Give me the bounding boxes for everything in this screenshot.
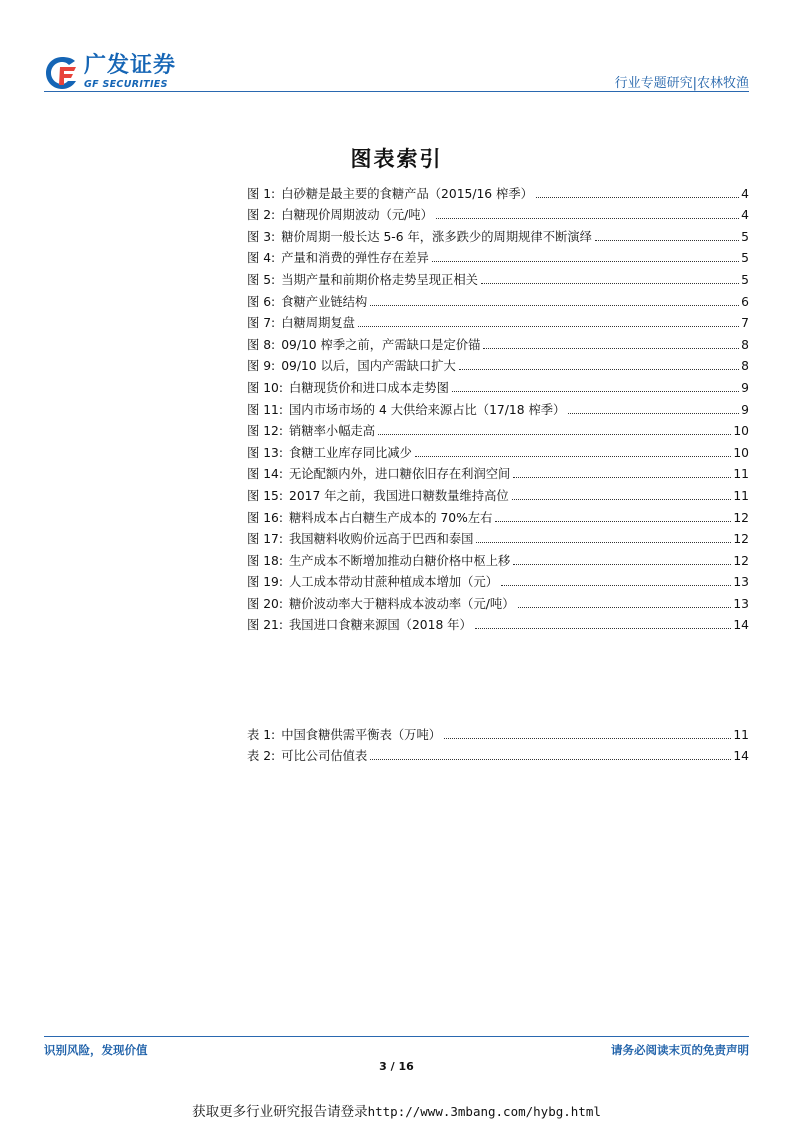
toc-title: 我国进口食糖来源国（2018 年） (289, 618, 472, 633)
toc-page-number: 11 (733, 488, 749, 503)
toc-label: 图 13: (247, 445, 283, 460)
toc-label: 图 7: (247, 316, 276, 331)
toc-title: 白糖现货价和进口成本走势图 (289, 380, 449, 395)
toc-title: 产量和消费的弹性存在差异 (281, 251, 429, 266)
figure-index-row[interactable] (247, 353, 749, 375)
toc-title: 中国食糖供需平衡表（万吨） (281, 727, 442, 742)
toc-title: 09/10 以后，国内产需缺口扩大 (281, 359, 456, 374)
toc-page-number: 5 (741, 229, 749, 244)
figure-index-row[interactable] (247, 374, 749, 396)
toc-page-number: 8 (741, 337, 749, 352)
toc-title: 可比公司估值表 (281, 749, 368, 764)
table-index-row[interactable] (247, 743, 749, 765)
company-logo (44, 53, 184, 93)
header-divider (44, 91, 749, 92)
figure-index-row[interactable] (247, 266, 749, 288)
figure-index-row[interactable] (247, 569, 749, 591)
toc-leader-dots (415, 456, 731, 457)
toc-leader-dots (513, 564, 731, 565)
toc-leader-dots (513, 477, 731, 478)
figure-index-row[interactable] (247, 482, 749, 504)
figure-index-row[interactable] (247, 439, 749, 461)
toc-leader-dots (518, 607, 732, 608)
toc-page-number: 7 (741, 316, 749, 331)
toc-title: 糖价周期一般长达 5-6 年，涨多跌少的周期规律不断演绎 (281, 229, 592, 244)
toc-page-number: 5 (741, 272, 749, 287)
toc-title: 09/10 榨季之前，产需缺口是定价锚 (281, 337, 481, 352)
figure-index-row[interactable] (247, 331, 749, 353)
toc-label: 图 15: (247, 488, 283, 503)
toc-page-number: 13 (733, 575, 749, 590)
toc-leader-dots (536, 197, 739, 198)
toc-label: 图 6: (247, 294, 276, 309)
toc-title: 当期产量和前期价格走势呈现正相关 (281, 272, 478, 287)
toc-page-number: 11 (733, 727, 749, 742)
figure-index (247, 180, 749, 633)
toc-title: 食糖工业库存同比减少 (289, 445, 412, 460)
toc-label: 图 10: (247, 380, 283, 395)
figure-index-row[interactable] (247, 418, 749, 440)
toc-label: 图 12: (247, 424, 283, 439)
toc-label: 图 2: (247, 208, 276, 223)
figure-index-row[interactable] (247, 223, 749, 245)
toc-label: 图 19: (247, 575, 283, 590)
toc-label: 图 20: (247, 596, 283, 611)
figure-index-row[interactable] (247, 245, 749, 267)
toc-label: 表 1: (247, 727, 276, 742)
toc-label: 图 1: (247, 186, 276, 201)
toc-leader-dots (370, 759, 731, 760)
toc-label: 图 9: (247, 359, 276, 374)
toc-page-number: 11 (733, 467, 749, 482)
toc-leader-dots (476, 542, 731, 543)
toc-title: 生产成本不断增加推动白糖价格中枢上移 (289, 553, 511, 568)
toc-title: 无论配额内外，进口糖依旧存在利润空间 (289, 467, 511, 482)
figure-index-row[interactable] (247, 310, 749, 332)
toc-leader-dots (358, 326, 739, 327)
toc-page-number: 6 (741, 294, 749, 309)
toc-leader-dots (436, 218, 739, 219)
toc-leader-dots (568, 413, 739, 414)
figure-index-row[interactable] (247, 396, 749, 418)
toc-label: 图 11: (247, 402, 283, 417)
toc-label: 图 21: (247, 618, 283, 633)
toc-label: 图 17: (247, 532, 283, 547)
figure-index-row[interactable] (247, 504, 749, 526)
toc-page-number: 8 (741, 359, 749, 374)
toc-page-number: 14 (733, 749, 749, 764)
toc-title: 食糖产业链结构 (281, 294, 368, 309)
toc-page-number: 13 (733, 596, 749, 611)
toc-page-number: 10 (733, 445, 749, 460)
toc-leader-dots (378, 434, 731, 435)
toc-title: 糖价波动率大于糖料成本波动率（元/吨） (289, 596, 515, 611)
figure-index-row[interactable] (247, 461, 749, 483)
toc-page-number: 9 (741, 402, 749, 417)
toc-label: 图 14: (247, 467, 283, 482)
footer-disclaimer: 请务必阅读末页的免责声明 (611, 1043, 749, 1057)
toc-leader-dots (512, 499, 732, 500)
toc-leader-dots (444, 738, 731, 739)
toc-page-number: 5 (741, 251, 749, 266)
toc-page-number: 12 (733, 553, 749, 568)
toc-leader-dots (475, 628, 732, 629)
toc-leader-dots (432, 261, 739, 262)
toc-label: 图 16: (247, 510, 283, 525)
toc-title: 国内市场市场的 4 大供给来源占比（17/18 榨季） (289, 402, 566, 417)
download-link[interactable]: http://www.3mbang.com/hybg.html (367, 1104, 601, 1119)
page-title: 图表索引 (350, 147, 443, 171)
footer-divider (44, 1036, 749, 1037)
download-text: 获取更多行业研究报告请登录 (192, 1104, 368, 1120)
figure-index-row[interactable] (247, 288, 749, 310)
figure-index-row[interactable] (247, 590, 749, 612)
toc-page-number: 14 (733, 618, 749, 633)
toc-title: 白糖周期复盘 (281, 316, 355, 331)
page-number: 3 / 16 (379, 1060, 414, 1073)
toc-label: 图 5: (247, 272, 276, 287)
toc-page-number: 10 (733, 424, 749, 439)
toc-title: 我国糖料收购价远高于巴西和泰国 (289, 532, 474, 547)
table-index-row[interactable] (247, 721, 749, 743)
table-index (247, 721, 749, 764)
toc-page-number: 4 (741, 186, 749, 201)
toc-label: 图 3: (247, 229, 276, 244)
toc-label: 图 8: (247, 337, 276, 352)
toc-leader-dots (481, 283, 739, 284)
figure-index-row[interactable] (247, 202, 749, 224)
report-category: 行业专题研究|农林牧渔 (614, 76, 749, 91)
toc-page-number: 4 (741, 208, 749, 223)
figure-index-row[interactable] (247, 180, 749, 202)
toc-title: 白砂糖是最主要的食糖产品（2015/16 榨季） (281, 186, 533, 201)
figure-index-row[interactable] (247, 612, 749, 634)
toc-title: 人工成本带动甘蔗种植成本增加（元） (289, 575, 499, 590)
gf-logo-icon (44, 55, 80, 91)
toc-page-number: 9 (741, 380, 749, 395)
download-notice (0, 1100, 793, 1120)
toc-leader-dots (501, 585, 731, 586)
logo-text-cn: 广发证券 (84, 53, 177, 78)
toc-page-number: 12 (733, 510, 749, 525)
toc-page-number: 12 (733, 532, 749, 547)
footer-slogan: 识别风险，发现价值 (44, 1043, 148, 1057)
toc-leader-dots (370, 305, 739, 306)
toc-title: 2017 年之前，我国进口糖数量维持高位 (289, 488, 509, 503)
toc-label: 图 18: (247, 553, 283, 568)
toc-title: 白糖现价周期波动（元/吨） (281, 208, 433, 223)
figure-index-row[interactable] (247, 526, 749, 548)
toc-leader-dots (495, 521, 731, 522)
toc-leader-dots (483, 348, 739, 349)
toc-leader-dots (459, 369, 739, 370)
toc-leader-dots (452, 391, 739, 392)
figure-index-row[interactable] (247, 547, 749, 569)
logo-text-en: GF SECURITIES (84, 79, 168, 90)
toc-label: 表 2: (247, 749, 276, 764)
toc-label: 图 4: (247, 251, 276, 266)
toc-leader-dots (595, 240, 739, 241)
toc-title: 糖料成本占白糖生产成本的 70%左右 (289, 510, 493, 525)
toc-title: 销糖率小幅走高 (289, 424, 376, 439)
